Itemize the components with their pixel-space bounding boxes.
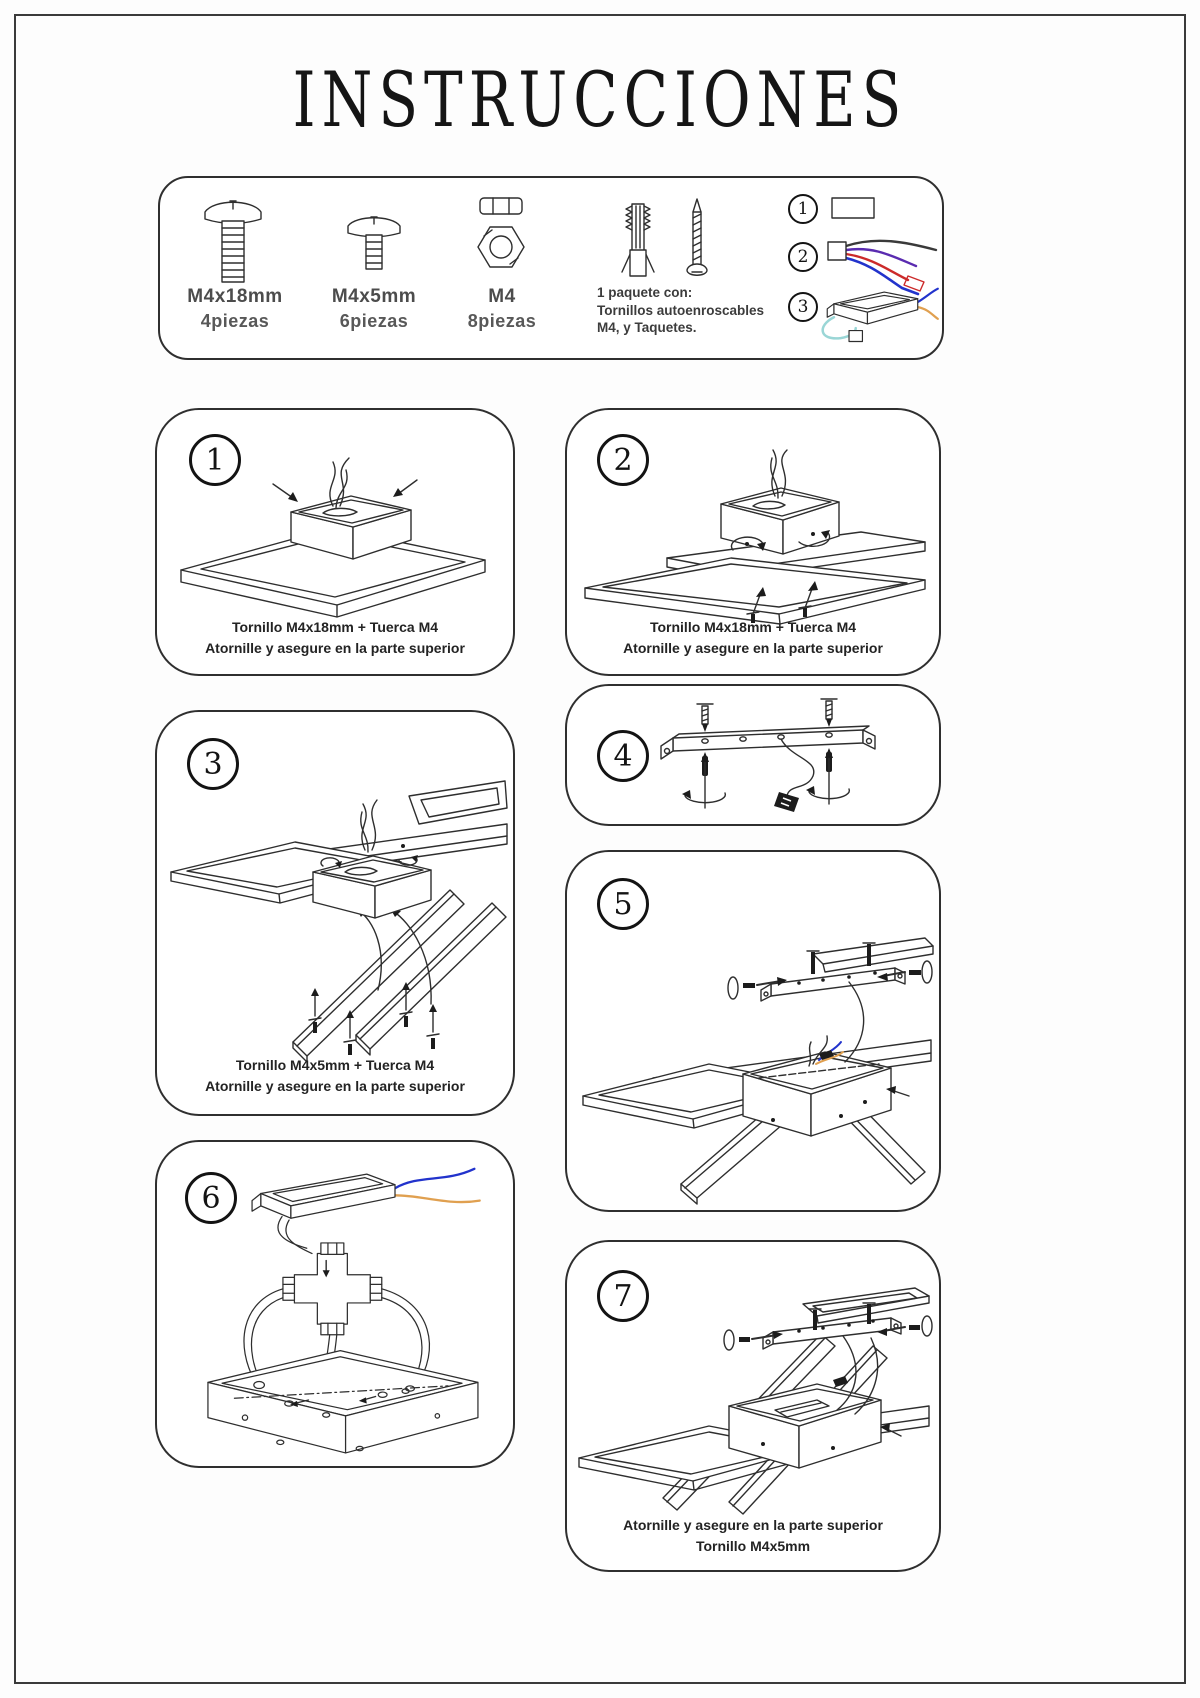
step-4-panel: [565, 684, 941, 826]
top-right-frame: [803, 1288, 929, 1323]
tapping-screws: [697, 699, 837, 732]
parts-item-1-number: [788, 194, 818, 224]
step-4-digit: 4: [613, 738, 633, 774]
step-2-illustration: [575, 446, 931, 622]
step-6-panel: [155, 1140, 515, 1468]
led-driver: [252, 1169, 480, 1218]
machine-screws-rotation: [682, 748, 849, 808]
step-1-digit: 1: [205, 442, 225, 478]
m4x18-screw-icon: [200, 194, 266, 286]
m4x5-screw-icon: [344, 212, 404, 286]
step-6-digit: 6: [201, 1180, 221, 1216]
part-qty-m4x18: 4piezas: [200, 311, 270, 331]
part-qty-m4x5: 6piezas: [339, 311, 409, 331]
m4-nut-side-icon: [478, 196, 524, 216]
step-7-caption: [567, 1515, 939, 1556]
part-label-m4x5: M4x5mm: [331, 286, 417, 307]
step-2-caption: [567, 617, 939, 658]
step-7-caption-line2: Tornillo M4x5mm: [695, 1537, 811, 1554]
parts-item-3-digit: 3: [797, 297, 809, 317]
step-1-caption: [157, 617, 513, 658]
step-4-illustration: [633, 694, 933, 816]
step-1-caption-line1: Tornillo M4x18mm + Tuerca M4: [231, 619, 439, 636]
step-7-digit: 7: [613, 1278, 633, 1314]
step-1-caption-line2: Atornille y asegure en la parte superior: [205, 639, 465, 656]
step-5-illustration: [573, 888, 933, 1206]
hanging-cable: [774, 739, 814, 812]
step-7-illustration: [571, 1276, 935, 1520]
step-3-caption-line1: Tornillo M4x5mm + Tuerca M4: [235, 1057, 435, 1074]
package-note-line2: Tornillos autoenroscables: [597, 302, 765, 318]
step-5-panel: [565, 850, 941, 1212]
package-note-line1: 1 paquete con:: [597, 285, 693, 300]
package-note: [597, 284, 787, 337]
step-2-caption-line2: Atornille y asegure en la parte superior: [623, 639, 883, 656]
step-2-caption-line1: Tornillo M4x18mm + Tuerca M4: [649, 619, 857, 636]
step-5-digit: 5: [613, 886, 633, 922]
parts-item-2-number: [788, 242, 818, 272]
package-note-line3: M4, y Taquetes.: [597, 320, 697, 336]
parts-item-1-digit: 1: [797, 199, 809, 219]
step-3-caption-line2: Atornille y asegure en la parte superior: [205, 1077, 465, 1094]
page-title-text: INSTRUCCIONES: [292, 55, 908, 145]
mounting-bracket: [661, 726, 875, 759]
step-7-panel: [565, 1240, 941, 1572]
part-qty-m4: 8piezas: [467, 311, 537, 331]
step-2-panel: [565, 408, 941, 676]
step-1-panel: [155, 408, 515, 676]
top-right-frame: [409, 781, 507, 824]
led-driver-icon: [812, 282, 938, 344]
parts-box: [158, 176, 944, 360]
self-tapping-screw-icon: [684, 196, 710, 284]
part-label-m4x18: M4x18mm: [187, 286, 283, 307]
step-3-caption: [157, 1055, 513, 1096]
step-7-caption-line1: Atornille y asegure en la parte superior: [623, 1517, 883, 1534]
m4-nut-icon: [476, 224, 526, 270]
step-3-illustration: [163, 760, 507, 1060]
part-label-m4: M4: [488, 286, 516, 307]
step-6-illustration: [163, 1160, 507, 1460]
step-3-digit: 3: [203, 746, 223, 782]
mounting-plate-icon: [830, 196, 876, 220]
parts-item-2-digit: 2: [797, 247, 809, 267]
page-title: [0, 55, 1200, 145]
wall-anchor-icon: [618, 198, 658, 282]
step-1-illustration: [165, 450, 501, 620]
step-2-digit: 2: [613, 442, 633, 478]
splitter-connector: [283, 1243, 382, 1335]
step-3-panel: [155, 710, 515, 1116]
driver-cables: [278, 1216, 312, 1253]
